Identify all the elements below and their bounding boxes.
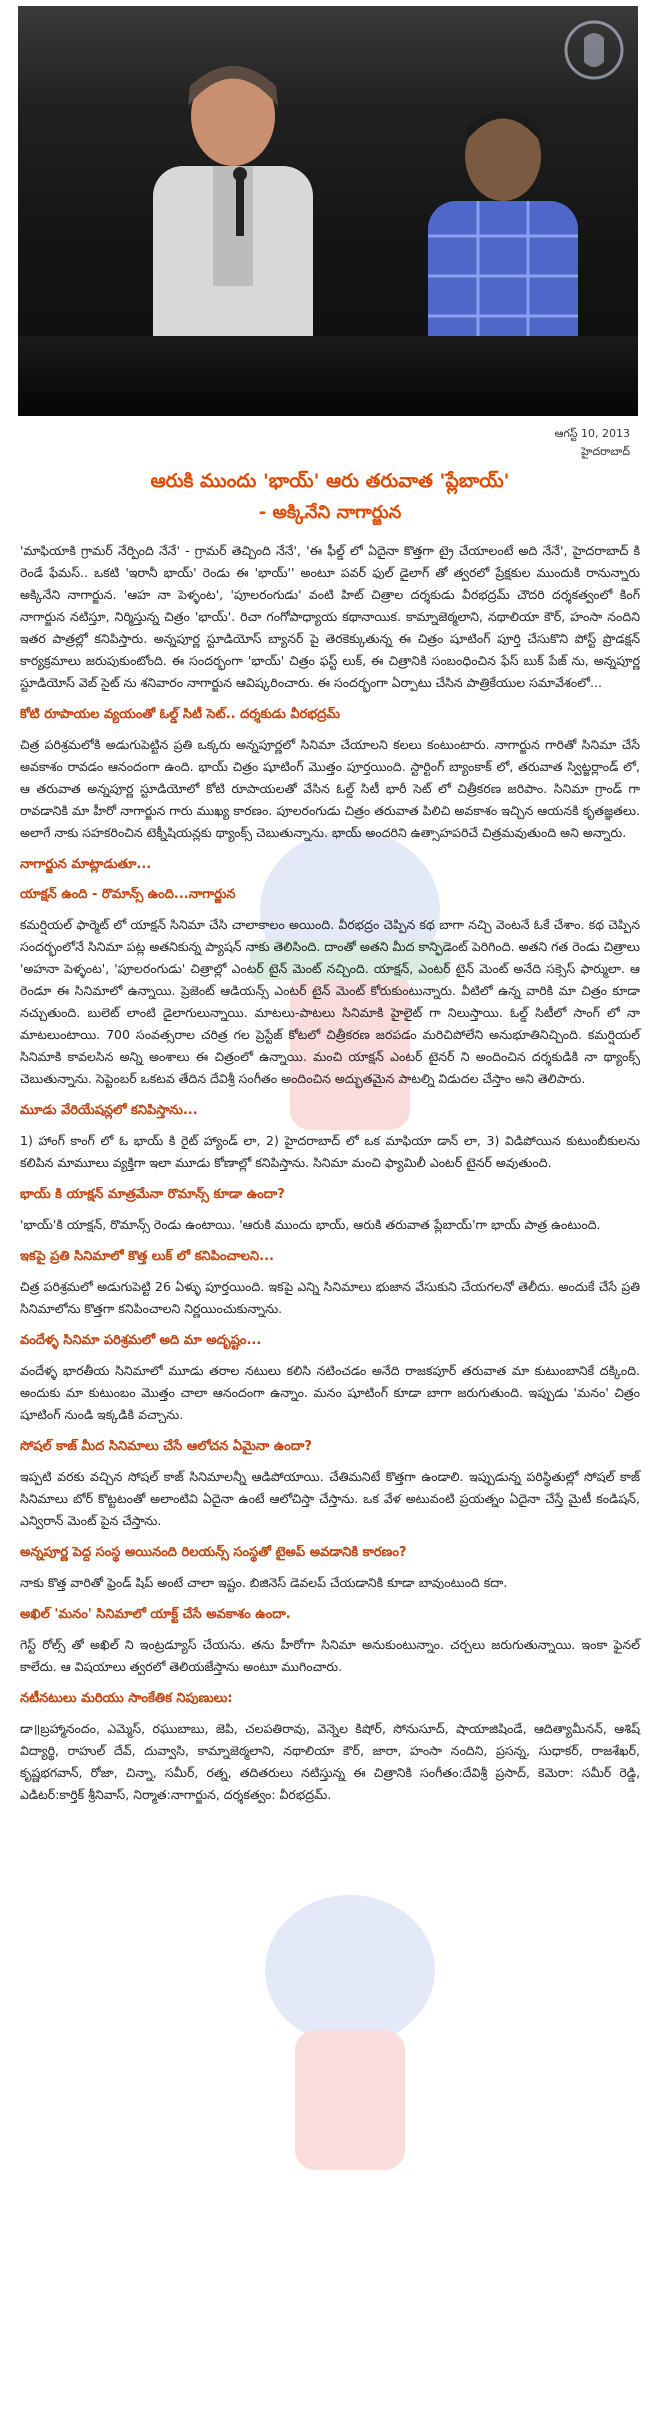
table-edge bbox=[18, 336, 638, 416]
section-heading: కోటి రూపాయల వ్యయంతో ఓల్డ్ సిటీ సెట్.. దర్శకుడు వీరభద్రమ్ bbox=[20, 707, 341, 722]
section-body: 1) హాంగ్ కాంగ్ లో ఓ భాయ్ కి రైట్ హ్యాండ్ లా, 2) హైదరాబాద్ లో ఒక మాఫియా డాన్ లా, 3) విడిపోయిన కుటుంబీకులను కలిపిన మామూలు వ్యక్తిగా ఇలా మూడు కోణాల్లో కనిపిస్తాను. సినిమా మంచి ఫ్యామిలీ ఎంటర్ టైనర్ అవుతుంది. bbox=[20, 1133, 640, 1170]
section-heading: వందేళ్ళ సినిమా పరిశ్రమలో అది మా అదృష్టం... bbox=[20, 1333, 262, 1348]
section-body: నాకు కొత్త వారితో ఫ్రెండ్ షిప్ అంటే చాలా ఇష్టం. బిజినెస్ డెవలప్ చేయడానికి కూడా బావుంటుంది కదా. bbox=[20, 1575, 508, 1590]
article-place: హైదరాబాద్ bbox=[581, 445, 630, 458]
section-heading: అన్నపూర్ణ పెద్ద సంస్థ అయినంది రిలయన్స్ సంస్థతో టైఅప్ అవడానికి కారణం? bbox=[20, 1545, 407, 1560]
section-body: డా॥బ్రహ్మానందం, ఎమ్మెస్, రఘుబాబు, జెపి, చలపతిరావు, వెన్నెల కిషోర్, సోనుసూద్, షాయాజిషిండే, ఆదిత్యామీనన్, ఆశిష్ విద్యార్థి, రాహుల్ దేవ్, దువ్వాసి, కామ్నాజెఠ్మలాని, నథాలియా కౌర్, జారా, హంసా నందిని, ప్రసన్న, సుధాకర్, రాజశేఖర్, కృష్ణభగవాన్, రోజా, చిన్నా, సమీర్, రత్న, తదితరులు నటిస్తున్న ఈ చిత్రానికి సంగీతం:దేవిశ్రీ ప్రసాద్, కెమెరా: సమీర్ రెడ్డి, ఎడిటర్:కార్తిక్ శ్రీనివాస్, నిర్మాత:నాగార్జున, దర్శకత్వం: వీరభద్రమ్. bbox=[20, 1721, 640, 1802]
section-body: గెస్ట్ రోల్స్ తో అఖిల్ ని ఇంట్రడ్యూస్ చేయను. తను హీరోగా సినిమా అనుకుంటున్నాం. చర్చలు జరుగుతున్నాయి. ఇంకా ఫైనల్ కాలేదు. ఆ విషయాలు త్వరలో తెలియజేస్తాను అంటూ ముగించారు. bbox=[20, 1637, 640, 1674]
article-date: ఆగస్ట్ 10, 2013 bbox=[554, 427, 630, 440]
section-body: చిత్ర పరిశ్రమలోకి అడుగుపెట్టిన ప్రతి ఒక్కరు అన్నపూర్ణలో సినిమా చేయాలని కలలు కంటుంటారు. నాగార్జున గారితో సినిమా చేసే అవకాశం రావడం ఆనందంగా ఉంది. భాయ్ చిత్రం షూటింగ్ మొత్తం పూర్తయింది. స్టార్టింగ్ బ్యాంకాక్ లో, తరువాత స్విట్జర్లాండ్ లో, ఆ తరువాత అన్నపూర్ణ స్టూడియోలో కోటి రూపాయలతో వేసిన ఓల్డ్ సిటీ భారీ సెట్ లో చిత్రీకరణ జరిపాం. సినిమా గ్రాండ్ గా రావడానికి మా హీరో నాగార్జున గారు ముఖ్య కారణం. పూలరంగుడు చిత్రం తరువాత పిలిచి అవకాశం ఇచ్చిన ఆయనకి కృతజ్ఞతలు. అలాగే నాకు సహకరించిన టెక్నీషియన్లకు థ్యాంక్స్ చెబుతున్నాను. భాయ్ అందరిని ఉత్సాహపరిచే చిత్రమవుతుంది అని అన్నారు. bbox=[20, 737, 640, 840]
section-heading: యాక్షన్ ఉంది - రొమాన్స్ ఉంది...నాగార్జున bbox=[20, 887, 236, 902]
section-body: ఇప్పటి వరకు వచ్చిన సోషల్ కాజ్ సినిమాలన్నీ ఆడిపోయాయి. చేతిమనిటే కొత్తగా ఉండాలి. ఇప్పుడున్న పరిస్థితుల్లో సోషల్ కాజ్ సినిమాలు బోర్ కొట్టటంతో అలాంటివి ఏదైనా ఉంటే ఆలోచిస్తా చేస్తాను. ఒక వేళ అటువంటి ప్రయత్నం ఏదైనా చేస్తే మైటీ కండిషన్, ఎన్విరాన్ మెంట్ పైన చేస్తాను. bbox=[20, 1469, 640, 1528]
section-body: కమర్షియల్ ఫార్మెట్ లో యాక్షన్ సినిమా చేసి చాలాకాలం అయింది. వీరభద్రం చెప్పిన కథ బాగా నచ్చి వెంటనే ఓకే చేశాం. కథ చెప్పిన సందర్భంలోనే సినిమా పట్ల అతనికున్న ప్యాషన్ నాకు తెలిసింది. దాంతో అతని మీద కాన్ఫిడెంట్ పెరిగింది. అతని గత రెండు చిత్రాలు 'అహనా పెళ్ళంట', 'పూలరంగుడు' చిత్రాల్లో ఎంటర్ టైన్ మెంట్ నచ్చింది. యాక్షన్, ఎంటర్ టైన్ మెంట్ అనేది సక్సెస్ ఫార్ములా. ఆ రెండూ ఈ సినిమాలో ఉన్నాయి. ప్రెజెంట్ ఆడియన్స్ ఎంటర్ టైన్ మెంట్ కోరుకుంటున్నారు. వీటిలో ఉన్న వారికి మా చిత్రం కూడా నచ్చుతుంది. బులెట్ లాంటి డైలాగులున్నాయి. మాటలు-పాటలు సినిమాకి హైలైట్ గా నిలుస్తాయి. ఓల్డ్ సిటీలో సాంగ్ లో నా మాటలుంటాయి. 700 సంవత్సరాల చరిత్ర గల ప్రెస్టేజ్ కోటలో చిత్రీకరణ జరపడం మరిచిపోలేని అనుభూతినిచ్చింది. కమర్షియల్ సినిమాకి కావలసిన అన్ని అంశాలు ఈ చిత్రంలో ఉన్నాయి. మంచి యాక్షన్ ఎంటర్ టైనర్ ని అందించిన దర్శకుడికి నా థ్యాంక్స్ చెబుతున్నాను. సెప్టెంబర్ ఒకటవ తేదిన దేవిశ్రీ సంగీతం అందించిన అద్భుతమైన పాటల్ని విడుదల చేస్తాం అని తెలిపారు. bbox=[20, 917, 640, 1086]
section-heading: సోషల్ కాజ్ మీద సినిమాలు చేసే ఆలోచన ఏమైనా ఉందా? bbox=[20, 1439, 312, 1454]
watermark-logo-lower bbox=[240, 1880, 460, 2180]
press-meet-photo bbox=[18, 6, 638, 416]
section-heading: భాయ్ కి యాక్షన్ మాత్రమేనా రొమాన్స్ కూడా ఉందా? bbox=[20, 1187, 285, 1202]
section-body: 'భాయ్'కి యాక్షన్, రొమాన్స్ రెండు ఉంటాయి. 'ఆరుకి ముందు భాయ్, ఆరుకి తరువాత ప్లేబాయ్'గా భాయ్ పాత్ర ఉంటుంది. bbox=[20, 1217, 601, 1232]
section-heading: మూడు వేరియేషన్లలో కనిపిస్తాను... bbox=[20, 1103, 198, 1118]
site-logo bbox=[562, 18, 626, 82]
section-body: చిత్ర పరిశ్రమలో అడుగుపెట్టి 26 ఏళ్ళు పూర్తయింది. ఇకపై ఎన్ని సినిమాలు భుజాన వేసుకుని చేయగలనో తెలీదు. అందుకే చేసే ప్రతి సినిమాలోను కొత్తగా కనిపించాలని నిర్ణయించుకున్నాను. bbox=[20, 1279, 640, 1316]
article-body bbox=[20, 540, 640, 1816]
person-left-image bbox=[118, 46, 348, 386]
section-heading: అఖిల్ 'మనం' సినిమాలో యాక్ట్ చేసే అవకాశం ఉందా. bbox=[20, 1607, 291, 1622]
section-body: వందేళ్ళ భారతీయ సినిమాలో మూడు తరాల నటులు కలిసి నటించడం అనేది రాజకపూర్ తరువాత మా కుటుంబానికే దక్కింది. అందుకు మా కుటుంబం మొత్తం చాలా ఆనందంగా ఉన్నాం. మనం షూటింగ్ కూడా బాగా జరుగుతుంది. ఇప్పుడు 'మనం' చిత్రం షూటింగ్ నుండి ఇక్కడికి వచ్చాను. bbox=[20, 1363, 640, 1422]
article-title: ఆరుకి ముందు 'భాయ్' ఆరు తరువాత 'ప్లేబాయ్' bbox=[150, 470, 510, 492]
article-subtitle: - అక్కినేని నాగార్జున bbox=[258, 502, 402, 523]
section-heading: నటీనటులు మరియు సాంకేతిక నిపుణులు: bbox=[20, 1691, 233, 1706]
article-intro: 'మాఫియాకి గ్రామర్ నేర్పింది నేనే' - గ్రామర్ తెచ్చింది నేనే', 'ఈ ఫీల్డ్ లో ఏదైనా కొత్తగా ట్రై చేయాలంటే అది నేనే', హైదరాబాద్ కి రెండే ఫేమస్.. ఒకటి 'ఇరానీ భాయ్' రెండు ఈ 'భాయ్'' అంటూ పవర్ ఫుల్ డైలాగ్ తో త్వరలో ప్రేక్షకుల ముందుకి రానున్నారు అక్కినేని నాగార్జున. 'ఆహ నా పెళ్ళంట', 'పూలరంగుడు' వంటి హిట్ చిత్రాల దర్శకుడు వీరభద్రమ్ చౌదరి దర్శకత్వంలో కింగ్ నాగార్జున నటిస్తూ, నిర్మిస్తున్న చిత్రం 'భాయ్'. రిచా గంగోపాధ్యాయ కథానాయిక. కామ్నాజెఠ్మలాని, నథాలియా కౌర్, హంసా నందిని ఇతర పాత్రల్లో కనిపిస్తారు. అన్నపూర్ణ స్టూడియోస్ బ్యానర్ పై తెరకెక్కుతున్న ఈ చిత్రం షూటింగ్ పూర్తి చేసుకొని పోస్ట్ ప్రొడక్షన్ కార్యక్రమాలు జరుపుకుంటోంది. ఈ సందర్భంగా 'భాయ్' చిత్రం ఫస్ట్ లుక్, ఈ చిత్రానికి సంబంధించిన ఫేస్ బుక్ పేజ్ ను, అన్నపూర్ణ స్టూడియోస్ వెబ్ సైట్ ను శనివారం నాగార్జున ఆవిష్కరించారు. ఈ సందర్భంగా ఏర్పాటు చేసిన పాత్రికేయుల సమావేశంలో... bbox=[20, 543, 640, 690]
section-heading: నాగార్జున మాట్లాడుతూ... bbox=[20, 857, 152, 872]
section-heading: ఇకపై ప్రతి సినిమాలో కొత్త లుక్ లో కనిపించాలని... bbox=[20, 1249, 274, 1264]
dateline bbox=[555, 425, 630, 461]
